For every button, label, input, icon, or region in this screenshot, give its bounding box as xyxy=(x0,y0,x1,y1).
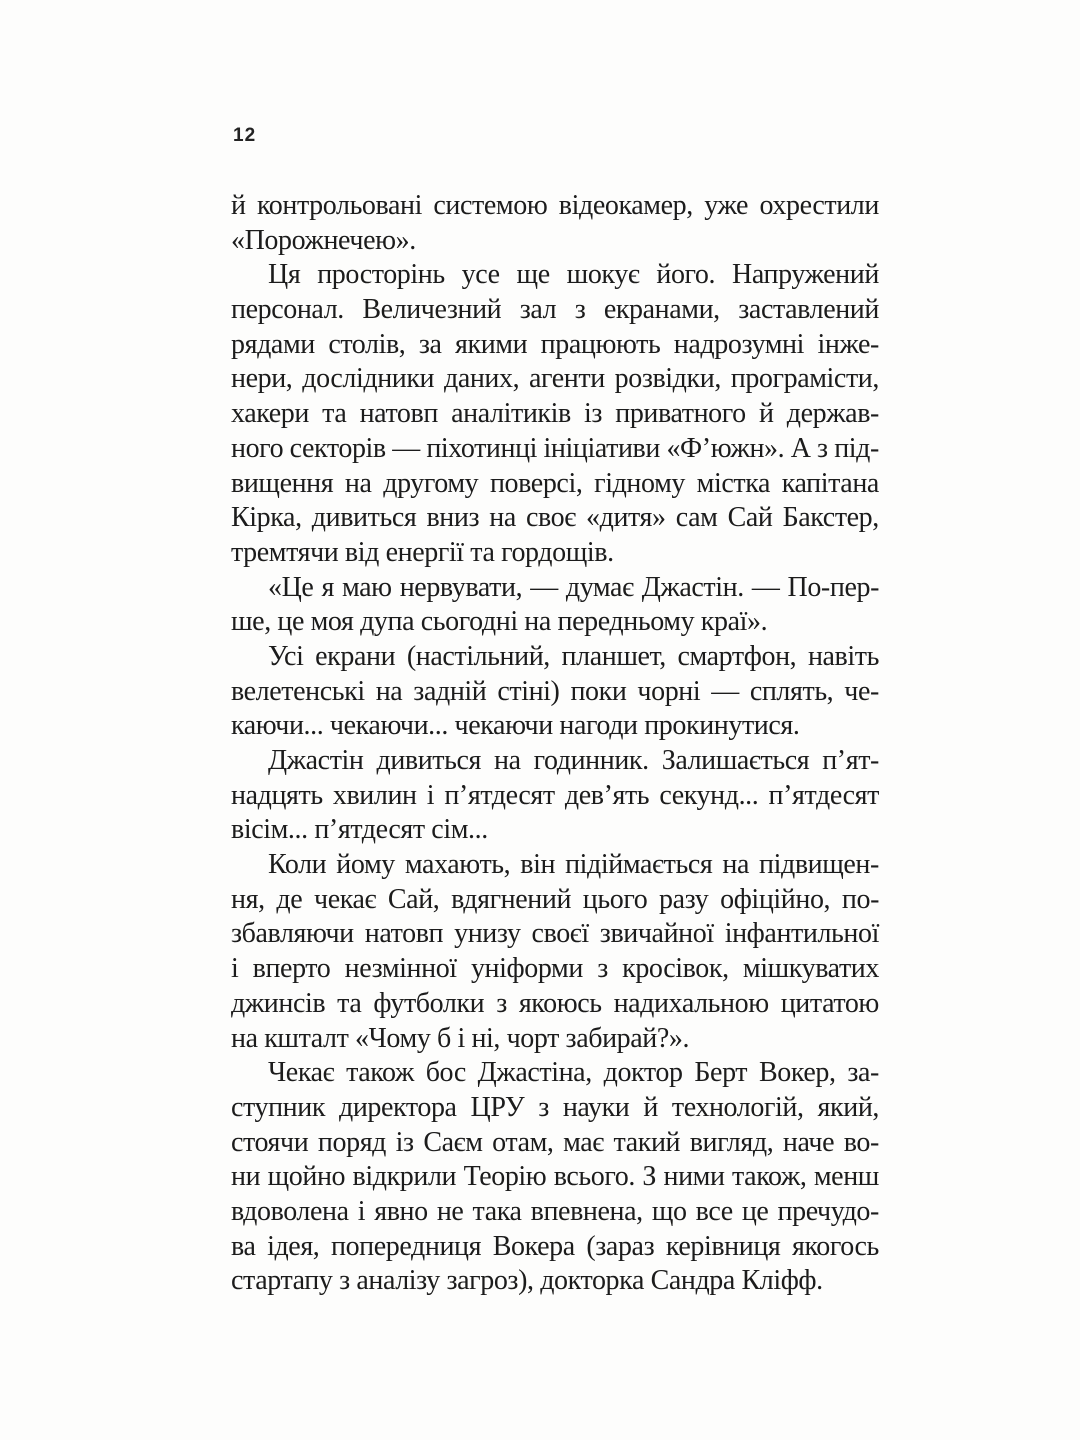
word: надрозумні xyxy=(673,328,805,360)
word: чорні xyxy=(637,675,701,707)
word: й xyxy=(758,398,774,430)
word: маю xyxy=(342,571,392,603)
text-line: стартапу з аналізу загроз), докторка Сандра Кліфф. xyxy=(231,1265,823,1297)
word: столів, xyxy=(328,328,406,360)
word: смартфон, xyxy=(677,640,797,672)
word: секунд... xyxy=(659,779,759,811)
text-line xyxy=(231,675,879,710)
word: чекає xyxy=(314,883,377,915)
paragraph xyxy=(231,1056,879,1299)
word: навіть xyxy=(807,640,879,672)
word: менш xyxy=(813,1161,879,1193)
word: на xyxy=(375,675,403,707)
word: ними xyxy=(663,1161,725,1193)
word: — xyxy=(530,571,558,603)
word: А xyxy=(790,432,811,464)
word: п’ятдесят xyxy=(768,779,879,811)
paragraph xyxy=(231,571,879,640)
text-line xyxy=(231,1230,879,1265)
text-line: вісім... п’ятдесят сім... xyxy=(231,814,488,846)
text-line xyxy=(231,467,879,502)
word: (зараз xyxy=(586,1230,655,1262)
word: другому xyxy=(383,467,479,499)
word: технологій, xyxy=(671,1091,804,1123)
word: та xyxy=(322,398,347,430)
word: уніформи xyxy=(470,953,583,985)
word: бос xyxy=(425,1057,466,1089)
word: дослідники xyxy=(302,363,435,395)
word: ступник xyxy=(231,1091,326,1123)
word: екранами, xyxy=(603,294,720,326)
text-line: каючи... чекаючи... чекаючи нагоди прокинутися. xyxy=(231,710,800,742)
text-line xyxy=(231,189,879,224)
word: З xyxy=(642,1161,657,1193)
word: планшет, xyxy=(561,640,666,672)
word: й xyxy=(231,190,246,221)
word: все xyxy=(695,1195,733,1227)
word: за- xyxy=(847,1057,879,1089)
word: із xyxy=(584,398,603,430)
text-line xyxy=(231,1091,879,1126)
text-line xyxy=(231,397,879,432)
word: махають, xyxy=(404,849,511,881)
text-line xyxy=(231,328,879,363)
word: за xyxy=(418,328,442,360)
word: вниз xyxy=(426,502,480,534)
text-line: ше, це моя дупа сьогодні на передньому краї». xyxy=(231,606,768,638)
word: програмісти, xyxy=(730,363,879,395)
word: агенти xyxy=(529,363,605,395)
word: вигляд, xyxy=(689,1126,774,1158)
word: шокує xyxy=(566,259,640,291)
word: приватного xyxy=(615,398,746,430)
word: ни xyxy=(231,1161,261,1193)
word: надихальною xyxy=(613,987,769,1019)
word: Залишається xyxy=(661,745,810,776)
word: Ця xyxy=(268,259,301,291)
word: Вокер, xyxy=(758,1057,836,1089)
word: че- xyxy=(844,675,879,707)
word: й xyxy=(643,1091,658,1123)
word: йому xyxy=(336,849,395,881)
word: Бакстер, xyxy=(782,502,879,534)
word: Берт xyxy=(694,1057,748,1089)
word: сплять, xyxy=(749,675,834,707)
word: явно xyxy=(374,1195,428,1227)
text-line: «Порожнечею». xyxy=(231,224,416,256)
word: звичайної xyxy=(599,918,714,950)
word: велетенські xyxy=(231,675,365,707)
word: якоюсь xyxy=(518,987,602,1019)
word: хвилин xyxy=(332,779,417,811)
word: стіні) xyxy=(497,675,560,707)
word: пречудо- xyxy=(777,1195,879,1227)
word: з xyxy=(597,953,608,985)
word: екрани xyxy=(315,640,396,672)
word: нервувати, xyxy=(399,571,523,603)
text-line xyxy=(231,362,879,397)
word: сам xyxy=(675,502,718,534)
word: Кірка, xyxy=(231,502,302,534)
word: по- xyxy=(841,883,879,915)
word: — xyxy=(711,675,739,707)
text-line xyxy=(231,917,879,952)
text-line xyxy=(231,1160,879,1195)
text-line xyxy=(231,640,879,675)
word: інже- xyxy=(817,328,879,360)
word: така xyxy=(472,1195,522,1227)
word: піхотинці xyxy=(426,432,538,464)
word: він xyxy=(520,849,556,881)
word: рядами xyxy=(231,328,315,360)
word: Величезний xyxy=(362,294,502,326)
word: всього. xyxy=(553,1161,635,1193)
word: вперто xyxy=(252,953,331,985)
word: ідея, xyxy=(267,1230,320,1262)
word: По-пер- xyxy=(787,571,879,603)
word: кросівок, xyxy=(622,953,729,985)
word: поряд xyxy=(317,1126,387,1158)
word: дивиться xyxy=(376,745,482,776)
word: натовп xyxy=(359,398,438,430)
word: містка xyxy=(696,467,771,499)
word: гідному xyxy=(594,467,685,499)
word: натовп xyxy=(364,918,444,950)
word: Саєм xyxy=(423,1126,483,1158)
text-line: тремтячи від енергії та гордощів. xyxy=(231,536,614,568)
word: (настільний, xyxy=(406,640,550,672)
word: Чекає xyxy=(268,1057,335,1089)
word: і xyxy=(426,779,435,811)
word: не xyxy=(436,1195,464,1227)
word: я xyxy=(321,571,334,603)
text-line xyxy=(231,432,879,467)
word: хакери xyxy=(231,398,309,430)
word: на xyxy=(344,467,372,499)
word: також xyxy=(346,1057,414,1089)
word: ня, xyxy=(231,883,265,915)
word: з xyxy=(538,1091,549,1123)
word: вдягнений xyxy=(451,883,572,915)
word: щойно xyxy=(267,1161,346,1193)
word: ще xyxy=(516,259,550,291)
word: Вокера xyxy=(492,1230,575,1262)
word: з xyxy=(496,987,507,1019)
word: джинсів xyxy=(231,987,326,1019)
word: капітана xyxy=(781,467,879,499)
word: задній xyxy=(413,675,487,707)
word: усе xyxy=(461,259,500,291)
text-line xyxy=(231,571,879,606)
word: «дитя» xyxy=(586,502,666,534)
word: — xyxy=(751,571,780,603)
word: цього xyxy=(582,883,648,915)
word: працюють xyxy=(540,328,661,360)
word: дев’ять xyxy=(564,779,650,811)
word: який, xyxy=(817,1091,879,1123)
word: підіймається xyxy=(565,849,713,881)
paragraph xyxy=(231,189,879,258)
word: впевнена, xyxy=(530,1195,643,1227)
word: якогось xyxy=(791,1230,879,1262)
word: «Ф’южн». xyxy=(666,432,785,464)
word: Джастіна, xyxy=(477,1057,592,1089)
word: контрольовані xyxy=(257,190,422,221)
word: директора xyxy=(339,1091,457,1123)
word: науки xyxy=(562,1091,630,1123)
word: на xyxy=(489,502,516,534)
word: системою xyxy=(433,190,548,221)
paragraph xyxy=(231,258,879,570)
text-column xyxy=(231,189,879,1299)
word: Сай xyxy=(727,502,773,534)
text-line xyxy=(231,987,879,1022)
word: п’ят- xyxy=(822,745,879,776)
word: унизу xyxy=(454,918,521,950)
word: годинник. xyxy=(533,745,649,776)
word: аналітиків xyxy=(451,398,571,430)
word: разу xyxy=(659,883,709,915)
word: доктор xyxy=(603,1057,683,1089)
word: вдоволена xyxy=(231,1195,349,1227)
paragraph xyxy=(231,640,879,744)
word: наче xyxy=(782,1126,835,1158)
word: ініціативи xyxy=(543,432,660,464)
word: стоячи xyxy=(231,1126,309,1158)
word: ЦРУ xyxy=(470,1091,525,1123)
word: надцять xyxy=(231,779,323,811)
word: ного xyxy=(231,432,284,464)
word: Коли xyxy=(268,849,327,881)
word: із xyxy=(395,1126,414,1158)
word: заставлений xyxy=(738,294,879,326)
page-number: 12 xyxy=(233,125,257,146)
word: футболки xyxy=(373,987,485,1019)
word: де xyxy=(276,883,303,915)
word: що xyxy=(651,1195,687,1227)
word: держав- xyxy=(786,398,879,430)
word: дивиться xyxy=(311,502,417,534)
word: на xyxy=(722,849,749,881)
word: своє xyxy=(526,502,576,534)
word: персонал. xyxy=(231,294,344,326)
word: підвищен- xyxy=(759,849,879,881)
word: во- xyxy=(843,1126,879,1158)
word: розвідки, xyxy=(614,363,721,395)
word: отам, xyxy=(492,1126,554,1158)
word: інфантильної xyxy=(724,918,879,950)
word: Джастін xyxy=(268,745,364,776)
word: даних, xyxy=(443,363,520,395)
word: його. xyxy=(656,259,716,291)
word: мішкуватих xyxy=(742,953,879,985)
word: охрестили xyxy=(759,190,879,221)
word: має xyxy=(563,1126,604,1158)
word: просторінь xyxy=(317,259,445,291)
text-line xyxy=(231,848,879,883)
word: під- xyxy=(834,432,879,464)
word: на xyxy=(493,745,521,776)
word: якими xyxy=(455,328,528,360)
word: незмінної xyxy=(344,953,457,985)
paragraph xyxy=(231,848,879,1056)
word: збавляючи xyxy=(231,918,354,950)
word: уже xyxy=(704,190,749,221)
text-line xyxy=(231,1195,879,1230)
text-line xyxy=(231,258,879,293)
word: Напружений xyxy=(732,259,879,291)
word: з xyxy=(817,432,828,464)
word: секторів xyxy=(289,432,386,464)
text-line xyxy=(231,1056,879,1091)
word: Усі xyxy=(268,640,304,672)
word: — xyxy=(392,432,420,464)
word: зал xyxy=(519,294,557,326)
word: Сай, xyxy=(387,883,440,915)
word: відеокамер, xyxy=(558,190,693,221)
word: цитатою xyxy=(780,987,879,1019)
word: і xyxy=(231,953,239,985)
word: також, xyxy=(731,1161,807,1193)
word: п’ятдесят xyxy=(444,779,555,811)
word: нери, xyxy=(231,363,293,395)
word: вищення xyxy=(231,467,334,499)
word: відкрили xyxy=(352,1161,457,1193)
word: Теорію xyxy=(463,1161,547,1193)
word: поверсі, xyxy=(489,467,583,499)
word: «Це xyxy=(268,571,314,603)
text-line xyxy=(231,952,879,987)
word: та xyxy=(337,987,362,1019)
word: це xyxy=(741,1195,769,1227)
text-line: на кшталт «Чому б і ні, чорт забирай?». xyxy=(231,1022,690,1054)
word: офіційно, xyxy=(720,883,831,915)
word: керівниця xyxy=(665,1230,781,1262)
text-line xyxy=(231,293,879,328)
word: Джастін. xyxy=(641,571,744,603)
word: і xyxy=(357,1195,366,1227)
text-line xyxy=(231,1126,879,1161)
word: ва xyxy=(231,1230,256,1262)
paragraph xyxy=(231,744,879,848)
word: своєї xyxy=(531,918,589,950)
word: думає xyxy=(565,571,634,603)
text-line xyxy=(231,501,879,536)
word: попередниця xyxy=(330,1230,482,1262)
word: такий xyxy=(613,1126,681,1158)
text-line xyxy=(231,779,879,814)
text-line xyxy=(231,744,879,779)
text-line xyxy=(231,883,879,918)
word: поки xyxy=(570,675,627,707)
word: з xyxy=(574,294,586,326)
